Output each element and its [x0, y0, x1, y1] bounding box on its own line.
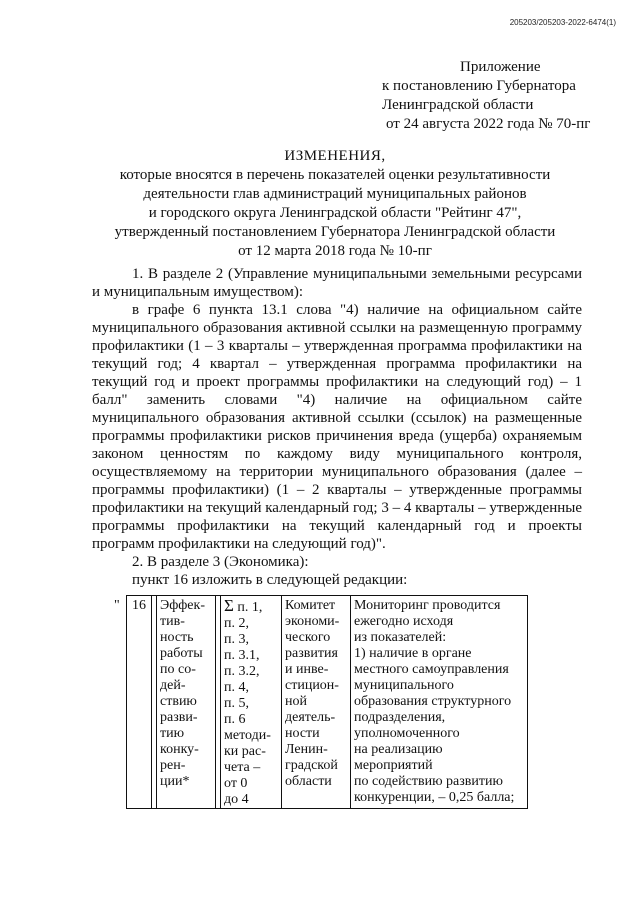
document-heading: [90, 147, 580, 261]
item-1-intro: 1. В разделе 2 (Управление муниципальными земельными ресурсами и муниципальным имуществом):: [92, 266, 582, 300]
formula-text: п. 1, п. 2, п. 3, п. 3.1, п. 3.2, п. 4, п. 5, п. 6 методи- ки рас- чета – от 0 до 4: [224, 600, 271, 807]
item-2-intro: 2. В разделе 3 (Экономика):: [132, 554, 309, 570]
appendix-header: [382, 58, 590, 134]
item-1-text: в графе 6 пункта 13.1 слова "4) наличие на официальном сайте муниципального образования активной ссылки на размещенную программу профилактики (1 – 3 кварталы – утвержденная программа профилактики на текущий год; 4 квартал – утвержденная программа профилактики на текущий год и проект программы профилактики на следующий год) – 1 балл" заменить словами "4) наличие на официальном сайте муниципального образования активной ссылки (ссылок) на размещенные программы профилактики рисков причинения вреда (ущерба) охраняемым законом ценностям по каждому виду муниципального контроля, осуществляемому на территории муниципального образования (далее – программы профилактики) (1 – 2 кварталы – утвержденные программы профилактики на текущий календарный год; 3 – 4 кварталы – утвержденные программы профилактики на текущий календарный год и проекты программ профилактики на следующий год)".: [92, 302, 582, 552]
appendix-line: Приложение: [460, 59, 541, 75]
table-row: [127, 596, 528, 809]
opening-quote: ": [114, 598, 120, 613]
heading-subtitle-line: утвержденный постановлением Губернатора Ленинградской области: [114, 224, 556, 240]
formula-cell: [221, 596, 282, 809]
indicator-table: [126, 595, 528, 809]
heading-subtitle-line: от 12 марта 2018 года № 10-пг: [238, 243, 432, 259]
appendix-line: от 24 августа 2022 года № 70-пг: [386, 116, 591, 132]
sigma-symbol: Σ: [224, 596, 234, 615]
appendix-line: к постановлению Губернатора: [382, 78, 576, 94]
responsible-body: Комитет экономи- ческого развития и инве- стицион- ной деятель- ности Ленин- градской области: [282, 596, 351, 809]
heading-subtitle-line: которые вносятся в перечень показателей оценки результативности: [119, 167, 551, 183]
row-number: 16: [127, 596, 152, 809]
heading-title: ИЗМЕНЕНИЯ,: [284, 148, 386, 164]
document-id: 205203/205203-2022-6474(1): [509, 18, 616, 27]
item-2-text: пункт 16 изложить в следующей редакции:: [132, 572, 408, 588]
document-body: [92, 265, 582, 589]
indicator-description: Мониторинг проводится ежегодно исходя из показателей: 1) наличие в органе местного самоуправления муниципального образования структурного подразделения, уполномоченного на реализацию мероприятий по содействию развитию конкуренции, – 0,25 балла;: [351, 596, 528, 809]
indicator-name: Эффек- тив- ность работы по со- дей- ствию разви- тию конку- рен- ции*: [157, 596, 216, 809]
heading-subtitle-line: деятельности глав администраций муниципальных районов: [143, 186, 527, 202]
appendix-line: Ленинградской области: [382, 97, 534, 113]
heading-subtitle-line: и городского округа Ленинградской области "Рейтинг 47",: [148, 205, 522, 221]
